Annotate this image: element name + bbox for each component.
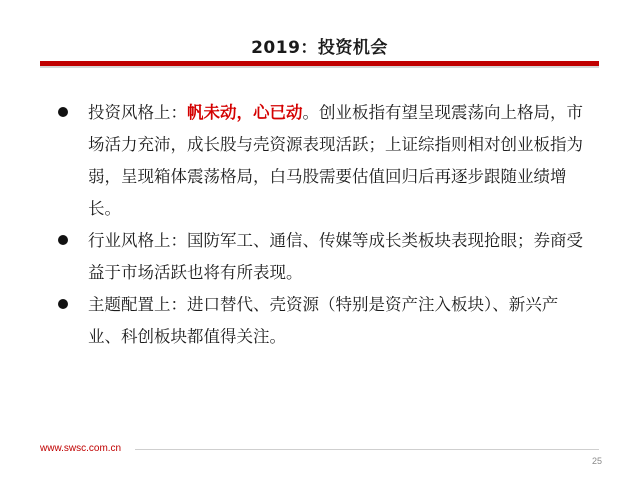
page-number: 25 — [591, 456, 602, 466]
footer-website-link[interactable]: www.swsc.com.cn — [40, 443, 122, 454]
bullet-highlight: 帆未动，心已动 — [187, 103, 303, 122]
bullet-dot-icon — [58, 299, 68, 309]
bullet-text: 。创业板指有望呈现震荡向上格局，市场活力充沛，成长股与壳资源表现活跃；上证综指则相对创业板指为弱，呈现箱体震荡格局，白马股需要估值回归后再逐步跟随业绩增长。 — [88, 103, 583, 218]
bullet-dot-icon — [58, 235, 68, 245]
bullet-label: 行业风格上： — [88, 231, 187, 250]
title-divider-grey — [40, 66, 599, 68]
bullet-label: 投资风格上： — [88, 103, 187, 122]
footer-divider — [135, 449, 599, 450]
bullet-item-theme-allocation — [58, 289, 583, 353]
slide-title: 2019：投资机会 — [251, 38, 388, 58]
bullet-text: 国防军工、通信、传媒等成长类板块表现抢眼；券商受益于市场活跃也将有所表现。 — [88, 231, 583, 282]
bullet-dot-icon — [58, 107, 68, 117]
bullet-list — [58, 97, 583, 353]
bullet-label: 主题配置上： — [88, 295, 187, 314]
bullet-item-industry-style — [58, 225, 583, 289]
bullet-text: 进口替代、壳资源（特别是资产注入板块）、新兴产业、科创板块都值得关注。 — [88, 295, 559, 346]
bullet-item-investment-style — [58, 97, 583, 225]
